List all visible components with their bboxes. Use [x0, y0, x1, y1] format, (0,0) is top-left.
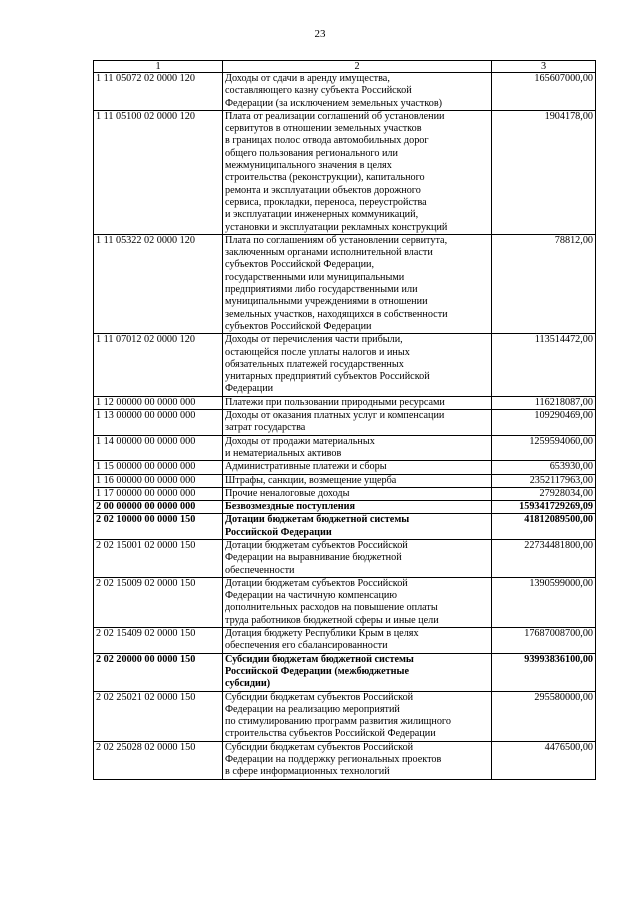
amount-cell: 1390599000,00 [492, 577, 596, 627]
amount-cell: 2352117963,00 [492, 474, 596, 487]
header-column-1: 1 [94, 61, 223, 73]
table-row [94, 514, 596, 540]
table-row [94, 653, 596, 691]
revenue-name-cell: Субсидии бюджетам субъектов Российской Федерации на поддержку региональных проектов в сфере информационных технологий [223, 741, 492, 779]
table-row [94, 73, 596, 111]
budget-code-cell: 2 00 00000 00 0000 000 [94, 501, 223, 514]
revenue-name-cell: Плата от реализации соглашений об установлении сервитутов в отношении земельных участков в границах полос отвода автомобильных дорог общего пользования регионального или межмуниципального значения в целях строительства (реконструкции), капитального ремонта и эксплуатации объектов дорожного сервиса, прокладки, переноса, переустройства и эксплуатации инженерных коммуникаций, установки и эксплуатации рекламных конструкций [223, 110, 492, 234]
table-row [94, 474, 596, 487]
budget-code-cell: 2 02 15001 02 0000 150 [94, 539, 223, 577]
table-row [94, 410, 596, 436]
table-row [94, 396, 596, 409]
revenue-name-cell: Прочие неналоговые доходы [223, 487, 492, 500]
table-row [94, 628, 596, 654]
amount-cell: 159341729269,09 [492, 501, 596, 514]
page-number: 23 [314, 28, 326, 40]
revenue-name-cell: Платежи при пользовании природными ресурсами [223, 396, 492, 409]
revenue-name-cell: Дотации бюджетам бюджетной системы Российской Федерации [223, 514, 492, 540]
table-row [94, 435, 596, 461]
revenue-name-cell: Дотации бюджетам субъектов Российской Федерации на выравнивание бюджетной обеспеченности [223, 539, 492, 577]
budget-code-cell: 1 11 05100 02 0000 120 [94, 110, 223, 234]
revenue-name-cell: Плата по соглашениям об установлении сервитута, заключенным органами исполнительной власти субъектов Российской Федерации, государственными или муниципальными предприятиями либо государственными или муниципальными учреждениями в отношении земельных участков, находящихся в собственности субъектов Российской Федерации [223, 234, 492, 333]
revenue-name-cell: Субсидии бюджетам субъектов Российской Федерации на реализацию мероприятий по стимулированию программ развития жилищного строительства субъектов Российской Федерации [223, 691, 492, 741]
header-column-2: 2 [223, 61, 492, 73]
budget-code-cell: 1 11 07012 02 0000 120 [94, 334, 223, 396]
amount-cell: 22734481800,00 [492, 539, 596, 577]
revenue-name-cell: Безвозмездные поступления [223, 501, 492, 514]
revenue-name-cell: Дотация бюджету Республики Крым в целях обеспечения его сбалансированности [223, 628, 492, 654]
table-row [94, 539, 596, 577]
amount-cell: 113514472,00 [492, 334, 596, 396]
revenue-name-cell: Доходы от оказания платных услуг и компенсации затрат государства [223, 410, 492, 436]
amount-cell: 17687008700,00 [492, 628, 596, 654]
budget-code-cell: 1 11 05072 02 0000 120 [94, 73, 223, 111]
budget-code-cell: 2 02 25028 02 0000 150 [94, 741, 223, 779]
table-body [94, 73, 596, 780]
amount-cell: 78812,00 [492, 234, 596, 333]
budget-code-cell: 2 02 15009 02 0000 150 [94, 577, 223, 627]
table-row [94, 501, 596, 514]
header-column-3: 3 [492, 61, 596, 73]
budget-code-cell: 1 15 00000 00 0000 000 [94, 461, 223, 474]
revenue-name-cell: Доходы от продажи материальных и нематериальных активов [223, 435, 492, 461]
revenue-name-cell: Дотации бюджетам субъектов Российской Федерации на частичную компенсацию дополнительных расходов на повышение оплаты труда работников бюджетной сферы и иные цели [223, 577, 492, 627]
revenue-name-cell: Штрафы, санкции, возмещение ущерба [223, 474, 492, 487]
header-row [94, 61, 596, 73]
amount-cell: 93993836100,00 [492, 653, 596, 691]
budget-code-cell: 1 13 00000 00 0000 000 [94, 410, 223, 436]
revenue-name-cell: Административные платежи и сборы [223, 461, 492, 474]
table-row [94, 110, 596, 234]
table-row [94, 334, 596, 396]
budget-code-cell: 2 02 20000 00 0000 150 [94, 653, 223, 691]
budget-code-cell: 1 12 00000 00 0000 000 [94, 396, 223, 409]
table-header [94, 61, 596, 73]
amount-cell: 41812089500,00 [492, 514, 596, 540]
amount-cell: 295580000,00 [492, 691, 596, 741]
table-row [94, 234, 596, 333]
budget-code-cell: 2 02 10000 00 0000 150 [94, 514, 223, 540]
budget-code-cell: 1 14 00000 00 0000 000 [94, 435, 223, 461]
revenue-name-cell: Доходы от сдачи в аренду имущества, составляющего казну субъекта Российской Федерации (за исключением земельных участков) [223, 73, 492, 111]
table-row [94, 741, 596, 779]
amount-cell: 4476500,00 [492, 741, 596, 779]
budget-revenue-table [93, 60, 596, 780]
table-row [94, 487, 596, 500]
amount-cell: 1904178,00 [492, 110, 596, 234]
table-row [94, 691, 596, 741]
revenue-name-cell: Доходы от перечисления части прибыли, остающейся после уплаты налогов и иных обязательных платежей государственных унитарных предприятий субъектов Российской Федерации [223, 334, 492, 396]
budget-code-cell: 2 02 25021 02 0000 150 [94, 691, 223, 741]
amount-cell: 116218087,00 [492, 396, 596, 409]
budget-code-cell: 1 11 05322 02 0000 120 [94, 234, 223, 333]
amount-cell: 109290469,00 [492, 410, 596, 436]
amount-cell: 165607000,00 [492, 73, 596, 111]
amount-cell: 27928034,00 [492, 487, 596, 500]
table-row [94, 461, 596, 474]
table-row [94, 577, 596, 627]
revenue-name-cell: Субсидии бюджетам бюджетной системы Российской Федерации (межбюджетные субсидии) [223, 653, 492, 691]
amount-cell: 653930,00 [492, 461, 596, 474]
amount-cell: 1259594060,00 [492, 435, 596, 461]
budget-code-cell: 1 16 00000 00 0000 000 [94, 474, 223, 487]
budget-code-cell: 2 02 15409 02 0000 150 [94, 628, 223, 654]
budget-code-cell: 1 17 00000 00 0000 000 [94, 487, 223, 500]
